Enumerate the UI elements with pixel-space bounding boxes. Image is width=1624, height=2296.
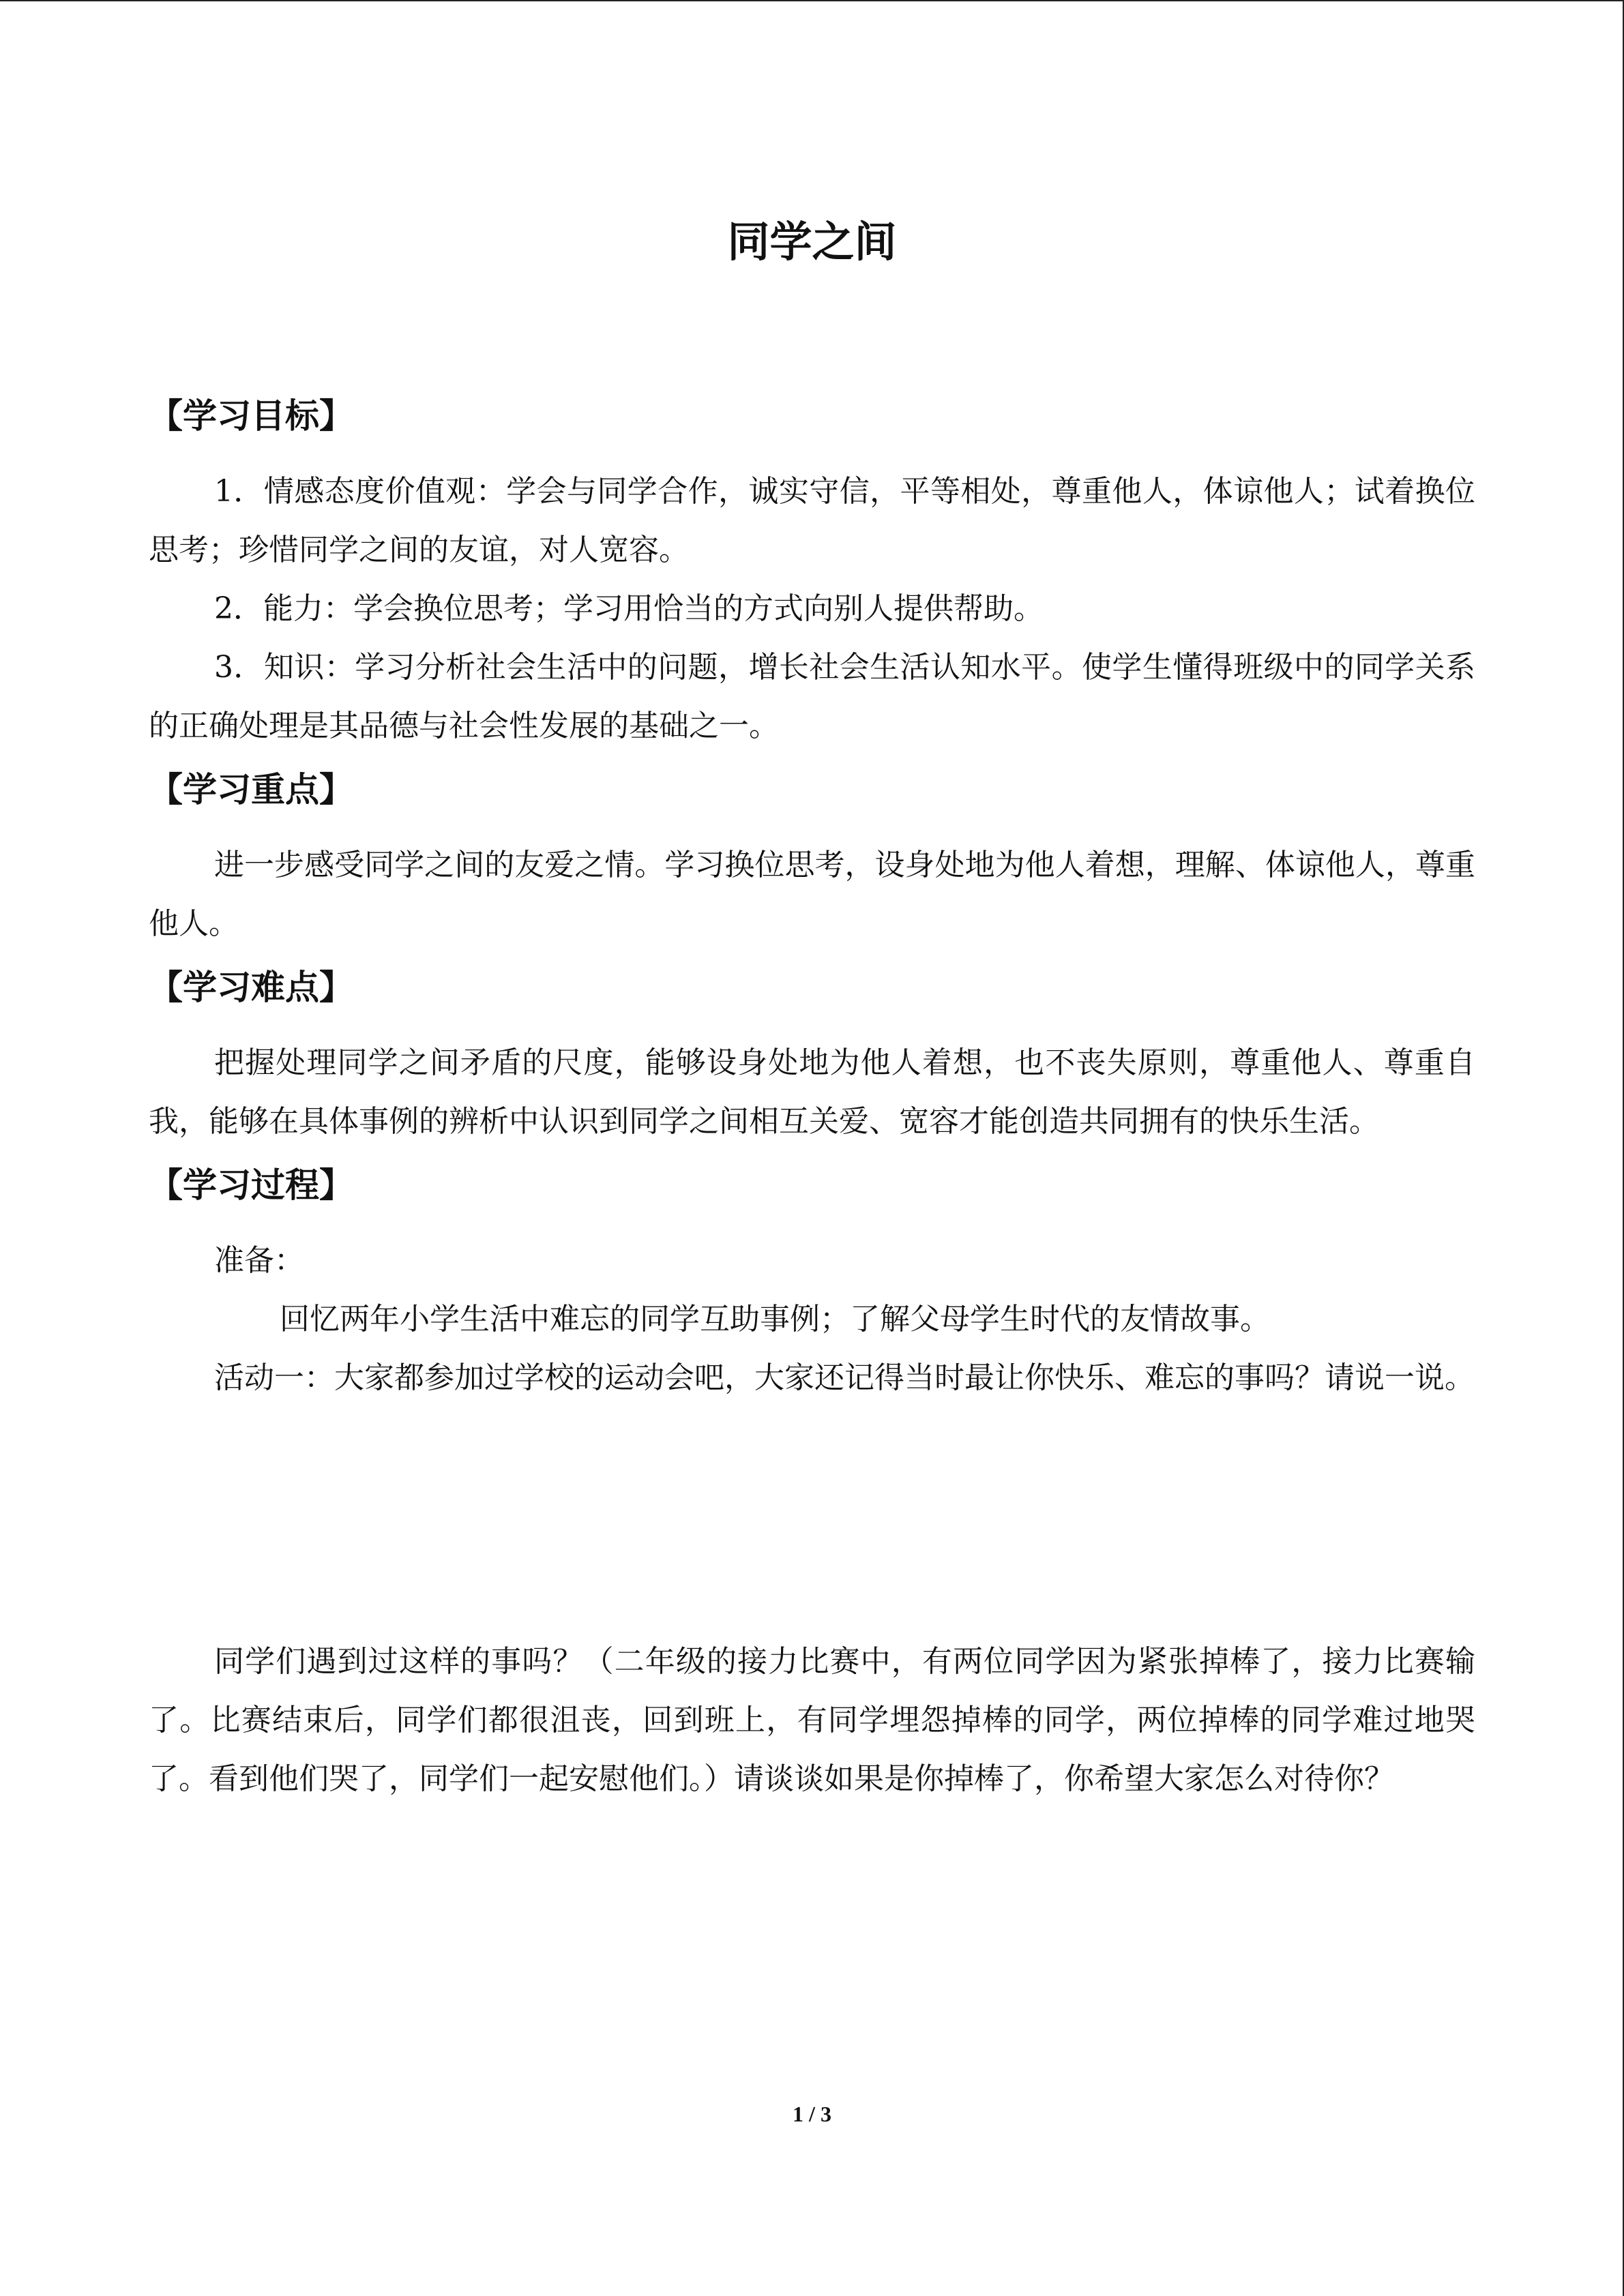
- key-points-text: 进一步感受同学之间的友爱之情。学习换位思考，设身处地为他人着想，理解、体谅他人，尊重他人。: [149, 848, 1475, 941]
- process-body: [149, 1232, 1475, 1808]
- difficulties-text: 把握处理同学之间矛盾的尺度，能够设身处地为他人着想，也不丧失原则，尊重他人、尊重自我，能够在具体事例的辨析中认识到同学之间相互关爱、宽容才能创造共同拥有的快乐生活。: [149, 1045, 1475, 1139]
- answer-blank-space: [149, 1407, 1475, 1632]
- prep-text: 回忆两年小学生活中难忘的同学互助事例；了解父母学生时代的友情故事。: [280, 1302, 1270, 1337]
- document-body: [149, 382, 1475, 1808]
- section-heading-key-points: 【学习重点】: [149, 770, 353, 809]
- objective-item-1: 1．情感态度价值观：学会与同学合作，诚实守信，平等相处，尊重他人，体谅他人；试着换位思考；珍惜同学之间的友谊，对人宽容。: [149, 474, 1475, 567]
- section-heading-objectives: 【学习目标】: [149, 396, 353, 436]
- activity-one-text: 活动一：大家都参加过学校的运动会吧，大家还记得当时最让你快乐、难忘的事吗？请说一说。: [214, 1360, 1475, 1395]
- relay-question-text: 同学们遇到过这样的事吗？（二年级的接力比赛中，有两位同学因为紧张掉棒了，接力比赛输了。比赛结束后，同学们都很沮丧，回到班上，有同学埋怨掉棒的同学，两位掉棒的同学难过地哭了。看到他们哭了，同学们一起安慰他们。）请谈谈如果是你掉棒了，你希望大家怎么对待你？: [149, 1644, 1475, 1796]
- section-heading-process: 【学习过程】: [149, 1165, 353, 1205]
- page-title: 同学之间: [727, 217, 897, 267]
- objective-item-3: 3．知识：学习分析社会生活中的问题，增长社会生活认知水平。使学生懂得班级中的同学关系的正确处理是其品德与社会性发展的基础之一。: [149, 650, 1475, 743]
- prep-label: 准备：: [214, 1243, 304, 1278]
- objective-item-2: 2．能力：学会换位思考；学习用恰当的方式向别人提供帮助。: [214, 591, 1044, 626]
- page-number: 1 / 3: [793, 2102, 831, 2126]
- section-heading-difficulties: 【学习难点】: [149, 968, 353, 1007]
- objectives-list: [149, 462, 1475, 756]
